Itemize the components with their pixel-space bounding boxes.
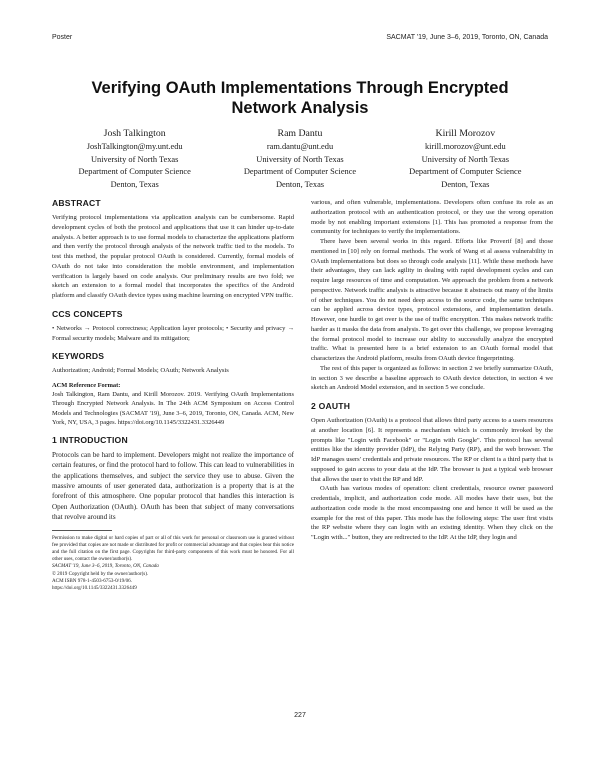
author-email: kirill.morozov@unt.edu: [424, 142, 506, 151]
abstract-heading: ABSTRACT: [52, 198, 101, 208]
footnote-isbn: ACM ISBN 978-1-4503-6753-0/19/06.: [52, 577, 132, 584]
body-paragraph: There have been several works in this regard. Efforts like Proverif [8] and those mentioned in [10] rely on formal methods. The work of Wang et al assess vulnerability in OAuth implementations but does so through code analysis [11]. While these methods have their advantages, they can lack agility in dealing with rapid development cycles and can require large resources of time and computation. We approach the problem from a network perspective. Network traffic analysis is attractive because it abstracts out many of the limits of other techniques. You do not need deep access to the source code, the same techniques can be applied across device types, protocol extensions, and implementation details. However, one hurdle to get over is the use of traffic encryption. This makes network traffic harder as it masks the data from analysis. To get over this challenge, we propose leveraging the formal protocol model to increase our ability to successfully analyze the encrypted traffic. What is presented here is a brief extension to an OAuth formal model that characterizes the Android platform, results from OAuth device fingerprinting.: [311, 238, 553, 362]
ccs-text: • Networks → Protocol correctness; Application layer protocols; • Security and privacy → Formal security models; Malware and its mitigation;: [52, 324, 294, 342]
author-3: [383, 127, 548, 191]
keywords-text: Authorization; Android; Formal Models; OAuth; Network Analysis: [52, 367, 229, 375]
author-department: Department of Computer Science: [78, 167, 191, 176]
permission-footnote: Permission to make digital or hard copies of part or all of this work for personal or classroom use is granted without fee provided that copies are not made or distributed for profit or commercial advantage and that copies bear this notice and the full citation on the first page. Copyrights for third-party components of this work must be honored. For all other uses, contact the owner/author(s).: [52, 535, 294, 563]
author-name: Kirill Morozov: [435, 128, 496, 139]
ccs-heading: CCS CONCEPTS: [52, 308, 123, 319]
footnote-rule: [52, 530, 112, 531]
page-number: 227: [294, 712, 306, 719]
reference-text: Josh Talkington, Ram Dantu, and Kirill Morozov. 2019. Verifying OAuth Implementations Through Encrypted Network Analysis. In The 24th ACM Symposium on Access Control Models and Technologies (SACMAT '19), June 3–6, 2019, Toronto, ON, Canada. ACM, New York, NY, USA, 3 pages. https://doi.org/10.1145/3322431.3326449: [52, 391, 294, 426]
author-email: ram.dantu@unt.edu: [266, 142, 334, 151]
abstract-text: Verifying protocol implementations via application analysis can be cumbersome. Rapid development cycles of both the protocol and applications that use it can hinder up-to-date analysis. A better approach is to use formal models to characterize the applications platform and then verify the protocol through analysis of the network traffic tied to the models. To test this method, the popular protocol OAuth is considered. Currently, formal models of OAuth do not take into consideration the mobile environment, and implementation verification is largely based on code analysis. Our preliminary results are two fold; we sketch an extension to a formal model that incorporates the specifics of the Android platform and classify OAuth device types using machine learning on encrypted VPN traffic.: [52, 214, 294, 299]
author-name: Ram Dantu: [277, 128, 323, 139]
author-location: Denton, Texas: [441, 179, 490, 189]
footnote-copyright: © 2019 Copyright held by the owner/author(s).: [52, 570, 149, 577]
author-location: Denton, Texas: [275, 179, 325, 189]
author-1: [52, 127, 217, 191]
author-2: [217, 127, 382, 191]
header-right: SACMAT '19, June 3–6, 2019, Toronto, ON, Canada: [386, 34, 548, 41]
author-department: Department of Computer Science: [409, 167, 522, 176]
author-department: Department of Computer Science: [243, 167, 357, 176]
introduction-heading: 1 INTRODUCTION: [52, 435, 128, 446]
paper-title: Verifying OAuth Implementations Through Encrypted Network Analysis: [91, 79, 509, 117]
header-left: Poster: [52, 34, 73, 41]
author-affiliation: University of North Texas: [421, 154, 510, 164]
author-location: Denton, Texas: [110, 179, 159, 189]
left-column: [52, 198, 294, 592]
keywords-heading: KEYWORDS: [52, 351, 105, 362]
footnote-venue: SACMAT '19, June 3–6, 2019, Toronto, ON, Canada: [52, 563, 159, 570]
oauth-heading: 2 OAUTH: [311, 401, 351, 411]
author-affiliation: University of North Texas: [90, 154, 179, 164]
body-paragraph: Open Authorization (OAuth) is a protocol that allows third party access to a users resources at another location [6]. It represents a mechanism which is commonly invoked by the prompts like "Login with Facebook" or "Login with Google". This protocol has several entities like the identity provider (IdP), the Relying Party (RP), and the web browser. The IdP manages users' credentials and private resources. The RP or client is a third party that is supposed to gain access to your data at the IdP. The browser is just a typical web browser that allows the user to visit the RP and IdP.: [311, 417, 553, 483]
reference-label: ACM Reference Format:: [52, 382, 121, 389]
author-block: [52, 127, 548, 191]
right-column: [311, 198, 553, 543]
author-affiliation: University of North Texas: [256, 154, 344, 164]
body-paragraph: The rest of this paper is organized as follows: in section 2 we briefly summarize OAuth, in section 3 we describe a baseline approach to OAuth device detection, in section 4 we sketch an Android Model extension, and in section 5 we conclude.: [311, 364, 553, 392]
body-paragraph: OAuth has various modes of operation: client credentials, resource owner password credentials, implicit, and authorization code mode. All modes have their uses, but the authorization code mode is the most encompassing one and hence it will be used as the example for the rest of this paper. This mode has the following steps: The user first visits the RP website where they can login with an existing identity. When they click on the "Login with..." button, they are redirected to the IdP. At the IdP, they login and: [311, 485, 553, 541]
author-name: Josh Talkington: [103, 128, 166, 139]
body-paragraph: various, and often vulnerable, implementations. Developers often confuse its role as an authorization protocol with an authentication protocol, or they use the wrong operation mode by not enabling important extensions [1]. This has promoted a response from the community for techniques to verify the implementations.: [311, 199, 553, 236]
introduction-text: Protocols can be hard to implement. Developers might not realize the importance of certain features, or find the protocol hard to follow. This can lead to vulnerabilities in the applications themselves, and subject the service they use to abuse. Given the massive amounts of user generated data, authorization is a property that is at the forefront of this atmosphere. One popular protocol that handles this interaction is Open Authorization (OAuth). OAuth has been that subject of many conversations that revolve around its: [52, 451, 294, 521]
author-email: JoshTalkington@my.unt.edu: [86, 142, 183, 151]
footnote-doi: https://doi.org/10.1145/3322431.3326449: [52, 584, 137, 591]
